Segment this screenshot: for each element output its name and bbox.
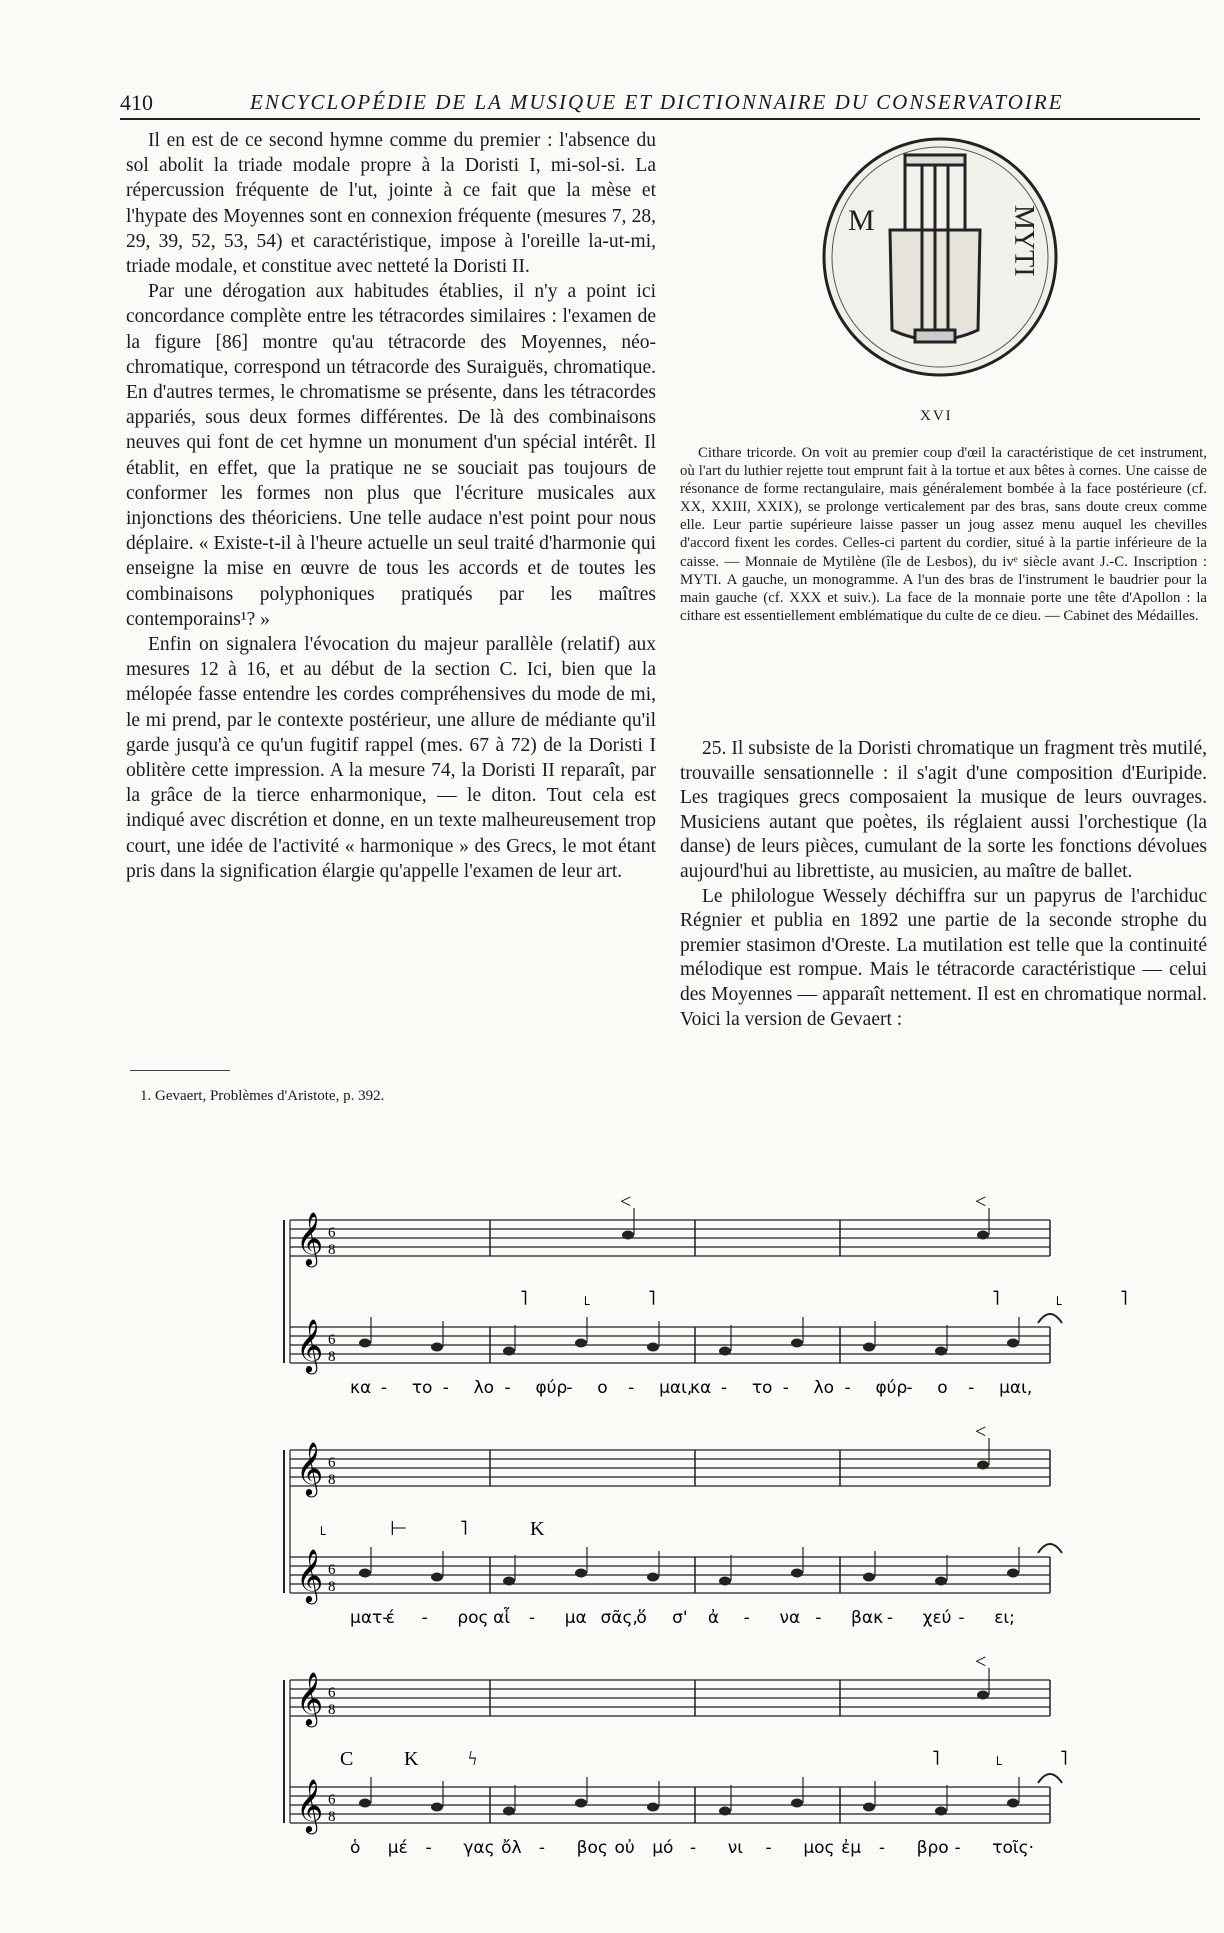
lyric-syllable: - — [968, 1378, 975, 1398]
lower-note — [431, 1803, 443, 1812]
treble-clef-icon: 𝄞 — [296, 1550, 324, 1601]
greek-notation-symbol: ˥ — [1120, 1288, 1128, 1310]
lower-note — [1007, 1799, 1019, 1808]
lyric-syllable: ὅ — [636, 1608, 647, 1628]
treble-clef-icon: 𝄞 — [296, 1320, 324, 1371]
time-signature: 8 — [328, 1472, 336, 1488]
lyric-syllable: - — [844, 1378, 851, 1398]
accent-mark: < — [975, 1651, 987, 1673]
lower-note — [719, 1347, 731, 1356]
lyric-syllable: να — [779, 1608, 801, 1628]
lyric-syllable: - — [425, 1838, 432, 1858]
greek-notation-symbol: ˥ — [1060, 1748, 1068, 1770]
lower-note — [359, 1569, 371, 1578]
footnote: 1. Gevaert, Problèmes d'Aristote, p. 392. — [140, 1088, 385, 1104]
lyric-syllable: μος — [803, 1838, 835, 1858]
left-column — [126, 128, 656, 884]
page-header — [120, 88, 1200, 120]
time-signature: 6 — [328, 1685, 336, 1701]
greek-notation-symbol: ˥ — [932, 1748, 940, 1770]
time-signature: 8 — [328, 1809, 336, 1825]
coin-inscription: ΜΥΤΙ — [1008, 205, 1039, 277]
lyric-syllable: - — [421, 1608, 428, 1628]
accent-mark: < — [975, 1191, 987, 1213]
page-number: 410 — [120, 90, 153, 115]
right-column — [680, 737, 1207, 1032]
lower-note — [647, 1573, 659, 1582]
lyric-syllable: ει; — [994, 1608, 1015, 1628]
greek-notation-symbol: ˥ — [992, 1288, 1000, 1310]
lyric-syllable: - — [782, 1378, 789, 1398]
lyric-syllable: - — [380, 1378, 388, 1398]
lyric-syllable: χεύ — [922, 1608, 952, 1628]
lyric-syllable: μαι, — [659, 1378, 693, 1398]
lyric-syllable: αἷ — [493, 1608, 511, 1628]
lyric-syllable: ὄλ — [501, 1838, 522, 1858]
lyric-syllable: ο — [597, 1378, 608, 1398]
lyric-syllable: ἀ — [707, 1608, 720, 1628]
lower-note — [575, 1569, 587, 1578]
lyric-syllable: - — [958, 1608, 965, 1628]
lower-note — [575, 1339, 587, 1348]
lyric-syllable: ρος — [457, 1608, 489, 1628]
lyric-syllable: σ' — [672, 1608, 688, 1628]
lower-note — [647, 1803, 659, 1812]
lyric-syllable: μα — [564, 1608, 587, 1628]
lyric-syllable: σᾶς, — [600, 1608, 638, 1628]
upper-note — [977, 1691, 989, 1700]
lyric-syllable: κα — [350, 1378, 372, 1398]
right-paragraph-2: Le philologue Wessely déchiffra sur un papyrus de l'archiduc Régnier et publia en 1892 une partie de la seconde strophe du premier stasimon d'Oreste. La mutilation est telle que la continuité mélodique est rompue. Mais le tétracorde caractéristique — celui des Moyennes — apparaît nettement. Il est en chromatique normal. Voici la version de Gevaert : — [680, 885, 1207, 1030]
lyric-syllable: - — [954, 1838, 961, 1858]
lyric-syllable: γας — [463, 1838, 495, 1858]
treble-clef-icon: 𝄞 — [296, 1673, 324, 1724]
lower-note — [863, 1803, 875, 1812]
lyric-syllable: - — [720, 1378, 728, 1398]
lyric-syllable: - — [690, 1838, 697, 1858]
time-signature: 6 — [328, 1792, 336, 1808]
lyric-syllable: το — [751, 1378, 773, 1398]
lyric-syllable: φύρ — [535, 1378, 568, 1398]
lyric-syllable: - — [743, 1608, 750, 1628]
greek-notation-symbol: ˥ — [460, 1518, 468, 1540]
accent-mark: < — [975, 1421, 987, 1443]
lyric-syllable: - — [504, 1378, 511, 1398]
time-signature: 8 — [328, 1579, 336, 1595]
lyric-syllable: - — [765, 1838, 772, 1858]
lyric-syllable: βακ — [851, 1608, 884, 1628]
lyric-syllable: - — [538, 1838, 546, 1858]
lower-note — [359, 1799, 371, 1808]
treble-clef-icon: 𝄞 — [296, 1780, 324, 1831]
lyric-syllable: - — [628, 1378, 635, 1398]
lyric-syllable: τοῖς· — [992, 1838, 1035, 1858]
lyric-syllable: μέ — [387, 1838, 408, 1858]
lyric-syllable: λο — [813, 1378, 835, 1398]
lower-note — [647, 1343, 659, 1352]
lower-note — [431, 1573, 443, 1582]
lyric-syllable: ὁ — [350, 1838, 361, 1858]
lower-note — [431, 1343, 443, 1352]
greek-notation-symbol: ϟ — [468, 1748, 478, 1770]
lyric-syllable: - — [878, 1838, 886, 1858]
lyric-syllable: έ — [385, 1608, 395, 1628]
greek-notation-symbol: K — [404, 1748, 419, 1770]
greek-notation-symbol: ˥ — [520, 1288, 528, 1310]
left-paragraph-2: Par une dérogation aux habitudes établies, il n'y a point ici concordance complète entre les tétracordes similaires : l'examen de la figure [86] montre qu'au tétracorde des Moyennes, néo-chromatique, correspond un tétracorde des Suraiguës, chromatique. En d'autres termes, le chromatisme se présente, dans les tétracordes appariés, sous deux formes différentes. De là des combinaisons neuves qui font de cet hymne un monument d'un spécial intérêt. Il établit, en effet, que la pratique ne se souciait pas toujours de conformer les formes non plus que l'écriture musicales aux injonctions des théoriciens. Une telle audace n'est point pour nous déplaire. « Existe-t-il à l'heure actuelle un seul traité d'harmonie qui enseigne la mise en œuvre de tous les accords et de toutes les combinaisons polyphoniques pratiqués par les maîtres contemporains¹? » — [126, 281, 656, 630]
greek-notation-symbol: ⊢ — [390, 1518, 408, 1540]
greek-notation-symbol: ˪ — [320, 1518, 327, 1540]
running-title: ENCYCLOPÉDIE DE LA MUSIQUE ET DICTIONNAIRE DU CONSERVATOIRE — [250, 90, 1064, 114]
lyric-syllable: - — [442, 1378, 449, 1398]
lyric-syllable: - — [815, 1608, 822, 1628]
lyric-syllable: ἐμ — [841, 1838, 862, 1858]
greek-notation-symbol: C — [340, 1748, 354, 1770]
time-signature: 6 — [328, 1562, 336, 1578]
lower-note — [863, 1343, 875, 1352]
lower-note — [503, 1807, 515, 1816]
lyric-syllable: - — [566, 1378, 573, 1398]
fermata-icon — [1038, 1314, 1062, 1323]
fermata-icon — [1038, 1544, 1062, 1553]
coin-figure — [820, 135, 1060, 380]
lyric-syllable: ματ- — [350, 1608, 389, 1628]
upper-note — [977, 1231, 989, 1240]
lyric-syllable: βρο — [916, 1838, 949, 1858]
lower-note — [503, 1577, 515, 1586]
treble-clef-icon: 𝄞 — [296, 1213, 324, 1264]
time-signature: 6 — [328, 1225, 336, 1241]
time-signature: 6 — [328, 1332, 336, 1348]
lyric-syllable: - — [528, 1608, 536, 1628]
greek-notation-symbol: ˪ — [1056, 1288, 1063, 1310]
upper-note — [622, 1231, 634, 1240]
lower-note — [863, 1573, 875, 1582]
left-paragraph-3: Enfin on signalera l'évocation du majeur parallèle (relatif) aux mesures 12 à 16, et au début de la section C. Ici, bien que la mélopée fasse entendre les cordes compréhensives du mode de mi, le mi prend, par le contexte postérieur, une allure de médiante qu'il garde jusqu'à ce qu'un fugitif rappel (mes. 67 à 72) de la Doristi I oblitère cette impression. A la mesure 74, la Doristi II reparaît, par la grâce de la tierce enharmonique, — le diton. Tout cela est indiqué avec discrétion et donne, en un texte malheureusement trop court, une idée de l'activité « harmonique » des Grecs, le mot étant pris dans la signification élargie qu'appelle l'examen de leur art. — [126, 634, 656, 882]
greek-notation-symbol: ˥ — [648, 1288, 656, 1310]
lower-note — [935, 1577, 947, 1586]
lyric-syllable: λο — [473, 1378, 495, 1398]
figure-caption — [680, 444, 1207, 625]
left-paragraph-1: Il en est de ce second hymne comme du premier : l'absence du sol abolit la triade modale propre à la Doristi I, mi-sol-si. La répercussion fréquente de l'ut, jointe à ce fait que la mèse et l'hypate des Moyennes sont en connexion fréquente (mesures 7, 28, 29, 39, 52, 53, 54) et caractéristique, impose à l'oreille la-ut-mi, triade modale, et constitue avec netteté la Doristi II. — [126, 130, 656, 278]
lyric-syllable: βος — [576, 1838, 608, 1858]
greek-notation-symbol: ˪ — [584, 1288, 591, 1310]
upper-note — [977, 1461, 989, 1470]
lyric-syllable: κα — [690, 1378, 712, 1398]
time-signature: 8 — [328, 1349, 336, 1365]
time-signature: 6 — [328, 1455, 336, 1471]
lower-note — [791, 1569, 803, 1578]
lyric-syllable: φύρ — [875, 1378, 908, 1398]
lower-note — [935, 1347, 947, 1356]
lyric-syllable: - — [906, 1378, 913, 1398]
lower-note — [575, 1799, 587, 1808]
fermata-icon — [1038, 1774, 1062, 1783]
lower-note — [935, 1807, 947, 1816]
figure-label: XVI — [920, 408, 953, 424]
lower-note — [791, 1339, 803, 1348]
lower-note — [503, 1347, 515, 1356]
lower-note — [791, 1799, 803, 1808]
right-paragraph-1: 25. Il subsiste de la Doristi chromatique un fragment très mutilé, trouvaille sensationnelle : il s'agit d'une composition d'Euripide. Les tragiques grecs composaient la musique de leurs ouvrages. Musiciens autant que poètes, ils réglaient aussi l'orchestique (la danse) de leurs pièces, cumulant de la sorte les fonctions dévolues aujourd'hui au librettiste, au musicien, au maître de ballet. — [680, 738, 1207, 882]
lyric-syllable: μαι, — [999, 1378, 1033, 1398]
lyre-icon — [890, 155, 980, 342]
lyric-syllable: το — [411, 1378, 433, 1398]
lower-note — [719, 1577, 731, 1586]
coin-monogram: M — [848, 204, 875, 237]
time-signature: 8 — [328, 1242, 336, 1258]
lyric-syllable: - — [886, 1608, 893, 1628]
lyric-syllable: οὐ — [614, 1838, 635, 1858]
figure-caption-text: Cithare tricorde. On voit au premier coup d'œil la caractéristique de cet instrument, où l'art du luthier rejette tout emprunt fait à la tortue et aux bêtes à cornes. Une caisse de résonance de forme rectangulaire, mais généralement bombée à la face postérieure (cf. XX, XXIII, XXIX), se prolonge verticalement par des bras, sans doute creux comme elle. Leur partie supérieure laisse passer un joug assez menu auquel les chevilles d'accord fixent les cordes. Celles-ci partent du cordier, situé à la partie inférieure de la caisse. — Monnaie de Mytilène (île de Lesbos), du ivᵉ siècle avant J.-C. Inscription : ΜΥΤΙ. A gauche, un monogramme. A l'un des bras de l'instrument le baudrier pour la main gauche (cf. XXX et suiv.). La face de la monnaie porte une tête d'Apollon : la cithare est essentiellement emblématique du culte de ce dieu. — Cabinet des Médailles. — [680, 445, 1207, 624]
music-score — [0, 1150, 1224, 1930]
footnote-rule — [130, 1070, 230, 1071]
accent-mark: < — [620, 1191, 632, 1213]
greek-notation-symbol: K — [530, 1518, 545, 1540]
lyric-syllable: νι — [727, 1838, 744, 1858]
time-signature: 8 — [328, 1702, 336, 1718]
lower-note — [1007, 1339, 1019, 1348]
treble-clef-icon: 𝄞 — [296, 1443, 324, 1494]
lower-note — [1007, 1569, 1019, 1578]
lyric-syllable: ο — [937, 1378, 948, 1398]
lower-note — [359, 1339, 371, 1348]
lyric-syllable: μό — [652, 1838, 674, 1858]
lower-note — [719, 1807, 731, 1816]
greek-notation-symbol: ˪ — [996, 1748, 1003, 1770]
